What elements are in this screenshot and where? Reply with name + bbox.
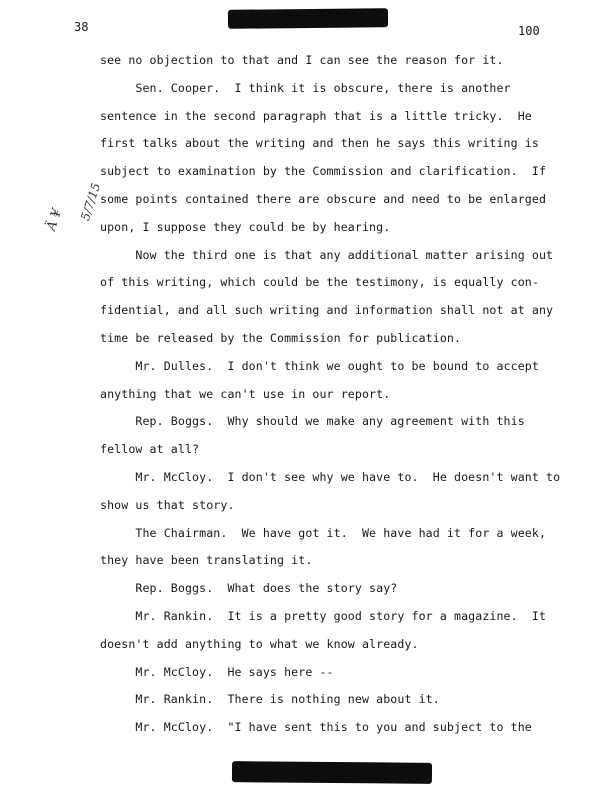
transcript-line: Mr. Rankin. It is a pretty good story for a magazine. It [100,609,547,623]
transcript-line: The Chairman. We have got it. We have had it for a week, [100,525,547,540]
handwritten-margin-date: 5/7/15 [78,181,104,223]
page-number-right: 100 [518,24,540,38]
handwritten-margin-note: Ä ¥ [44,207,66,233]
transcript-line: Mr. McCloy. He says here -- [100,664,334,679]
transcript-line: doesn't add anything to what we know already. [100,636,419,651]
transcript-line: show us that story. [100,497,235,512]
redaction-bar-top [228,8,388,29]
transcript-line: upon, I suppose they could be by hearing. [100,219,391,234]
transcript-line: Mr. Rankin. There is nothing new about it. [100,692,440,707]
transcript-line: first talks about the writing and then he says this writing is [100,136,539,151]
transcript-line: Mr. McCloy. I don't see why we have to. He doesn't want to [100,470,561,484]
transcript-line: Now the third one is that any additional matter arising out [100,247,554,262]
transcript-line: some points contained there are obscure and need to be enlarged [100,192,547,206]
transcript-line: anything that we can't use in our report. [100,386,391,401]
transcript-line: of this writing, which could be the testimony, is equally con- [100,275,539,290]
redaction-bar-bottom [232,761,432,784]
transcript-line: Mr. McCloy. "I have sent this to you and subject to the [100,720,532,735]
transcript-line: see no objection to that and I can see the reason for it. [100,53,504,67]
transcript-line: Rep. Boggs. Why should we make any agreement with this [100,414,525,429]
transcript-line: sentence in the second paragraph that is a little tricky. He [100,108,532,123]
transcript-line: they have been translating it. [100,553,313,568]
transcript-line: time be released by the Commission for publication. [100,331,462,345]
transcript-line: Mr. Dulles. I don't think we ought to be bound to accept [100,358,539,373]
transcript-line: fidential, and all such writing and information shall not at any [100,303,554,318]
transcript-line: subject to examination by the Commission and clarification. If [100,164,547,179]
transcript-line: Rep. Boggs. What does the story say? [100,581,398,596]
page-number-left: 38 [74,20,89,34]
transcript-line: fellow at all? [100,442,200,457]
transcript-line: Sen. Cooper. I think it is obscure, there is another [100,80,511,95]
